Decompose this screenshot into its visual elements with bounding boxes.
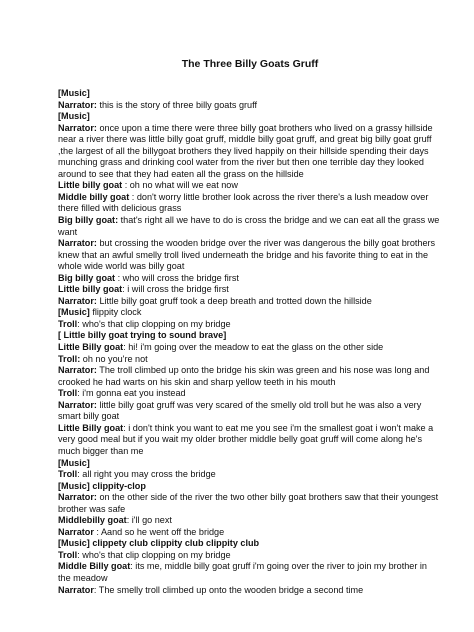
dialogue-text: : all right you may cross the bridge <box>77 469 216 480</box>
script-line <box>58 238 442 273</box>
dialogue-text: this is the story of three billy goats gruff <box>96 99 257 110</box>
speaker-label: Narrator: <box>58 238 97 249</box>
script-line <box>58 492 442 515</box>
script-line <box>58 215 442 238</box>
speaker-label: Narrator: <box>58 99 97 110</box>
dialogue-text: : i'm gonna eat you instead <box>77 388 186 399</box>
speaker-label: Narrator: <box>58 122 97 133</box>
speaker-label: Little billy goat <box>58 180 123 191</box>
speaker-label: Narrator <box>58 526 94 537</box>
speaker-label: Narrator: <box>58 295 97 306</box>
speaker-label: Troll <box>58 318 78 329</box>
speaker-label: [Music] clippity-clop <box>58 480 146 491</box>
script-line <box>58 388 442 400</box>
script-line <box>58 550 442 562</box>
dialogue-text: : don't worry little brother look across the river there's a lush meadow over there filled with delicious grass <box>58 191 429 214</box>
speaker-label: Big billy goat: <box>58 215 119 226</box>
script-line <box>58 192 442 215</box>
speaker-label: Troll <box>58 388 78 399</box>
script-line <box>58 273 442 285</box>
speaker-label: [Music] <box>58 88 90 98</box>
dialogue-text: The troll climbed up onto the bridge his skin was green and his nose was long and crooked he had warts on his skin and sharp yellow teeth in his mouth <box>58 365 430 387</box>
script-line <box>58 111 442 123</box>
dialogue-text: : who will cross the bridge first <box>115 272 239 283</box>
speaker-label: Middle billy goat <box>58 191 130 202</box>
script-line <box>58 527 442 539</box>
dialogue-text: but crossing the wooden bridge over the river was dangerous the billy goat brothers knew that an awful smelly troll lived underneath the bridge and his favorite thing to eat in the whole wide world was billy goat <box>58 238 436 272</box>
script-line <box>58 296 442 308</box>
script-line <box>58 538 442 550</box>
script-line <box>58 423 442 458</box>
script-line <box>58 180 442 192</box>
dialogue-text: Little billy goat gruff took a deep breath and trotted down the hillside <box>96 295 372 306</box>
script-line <box>58 481 442 493</box>
dialogue-text: : hi! i'm going over the meadow to eat the glass on the other side <box>123 342 384 353</box>
script-line <box>58 354 442 366</box>
speaker-label: Middlebilly goat <box>58 515 127 526</box>
script-line <box>58 284 442 296</box>
speaker-label: [Music] clippety club clippity club clippity club <box>58 538 260 549</box>
script-line <box>58 458 442 470</box>
speaker-label: Middle Billy goat <box>58 561 131 572</box>
script-line <box>58 585 442 597</box>
speaker-label: [Music] <box>58 307 90 318</box>
dialogue-text: : The smelly troll climbed up onto the wooden bridge a second time <box>93 584 364 595</box>
script-line <box>58 319 442 331</box>
script-line <box>58 123 442 181</box>
script-line <box>58 100 442 112</box>
script-line <box>58 342 442 354</box>
dialogue-text: once upon a time there were three billy goat brothers who lived on a grassy hillside near a river there was little billy goat gruff, middle billy goat gruff, and great big billy goat gruff ,the largest of all the billygoat brothers they lived happily on their hillside spending their days munching grass and drinking cool water from the river but then one terrible day they looked around to see that they had eaten all the grass on the hillside <box>58 122 433 179</box>
dialogue-text: on the other side of the river the two other billy goat brothers saw that their youngest brother was safe <box>58 492 439 514</box>
script-line <box>58 330 442 342</box>
dialogue-text: : Aand so he went off the bridge <box>93 526 225 537</box>
script-line <box>58 469 442 481</box>
speaker-label: Troll <box>58 469 78 480</box>
dialogue-text: : its me, middle billy goat gruff i'm going over the river to join my brother in the meadow <box>58 561 427 583</box>
speaker-label: [Music] <box>58 457 90 468</box>
speaker-label: Narrator: <box>58 492 97 503</box>
dialogue-text: that's right all we have to do is cross the bridge and we can eat all the grass we want <box>58 215 440 237</box>
dialogue-text: : i will cross the bridge first <box>122 284 229 295</box>
speaker-label: [Music] <box>58 111 90 122</box>
speaker-label: Troll <box>58 549 78 560</box>
script-line <box>58 365 442 388</box>
script-line <box>58 400 442 423</box>
dialogue-text: : who's that clip clopping on my bridge <box>77 549 231 560</box>
speaker-label: Little billy goat <box>58 284 123 295</box>
script-line <box>58 307 442 319</box>
speaker-label: [ Little billy goat trying to sound brave] <box>58 330 227 341</box>
script-line <box>58 88 442 100</box>
speaker-label: Narrator: <box>58 399 97 410</box>
speaker-label: Big billy goat <box>58 272 116 283</box>
script-line <box>58 561 442 584</box>
speaker-label: Little Billy goat <box>58 342 124 353</box>
dialogue-text: : oh no what will we eat now <box>122 180 238 191</box>
dialogue-text: flippity clock <box>89 307 142 318</box>
speaker-label: Little Billy goat <box>58 422 124 433</box>
dialogue-text: : who's that clip clopping on my bridge <box>77 318 231 329</box>
dialogue-text: : i'll go next <box>126 515 172 526</box>
speaker-label: Narrator <box>58 584 94 595</box>
dialogue-text: : i don't think you want to eat me you see i'm the smallest goat i won't make a very good meal but if you wait my older brother middle belly goat gruff will come along he's much bigger than me <box>58 422 434 456</box>
speaker-label: Narrator: <box>58 365 97 376</box>
dialogue-text: little billy goat gruff was very scared of the smelly old troll but he was also a very smart billy goat <box>58 399 422 422</box>
dialogue-text: oh no you're not <box>80 353 148 364</box>
speaker-label: Troll: <box>58 353 81 364</box>
script-body <box>58 88 442 596</box>
script-line <box>58 515 442 527</box>
document-title: The Three Billy Goats Gruff <box>181 58 319 70</box>
